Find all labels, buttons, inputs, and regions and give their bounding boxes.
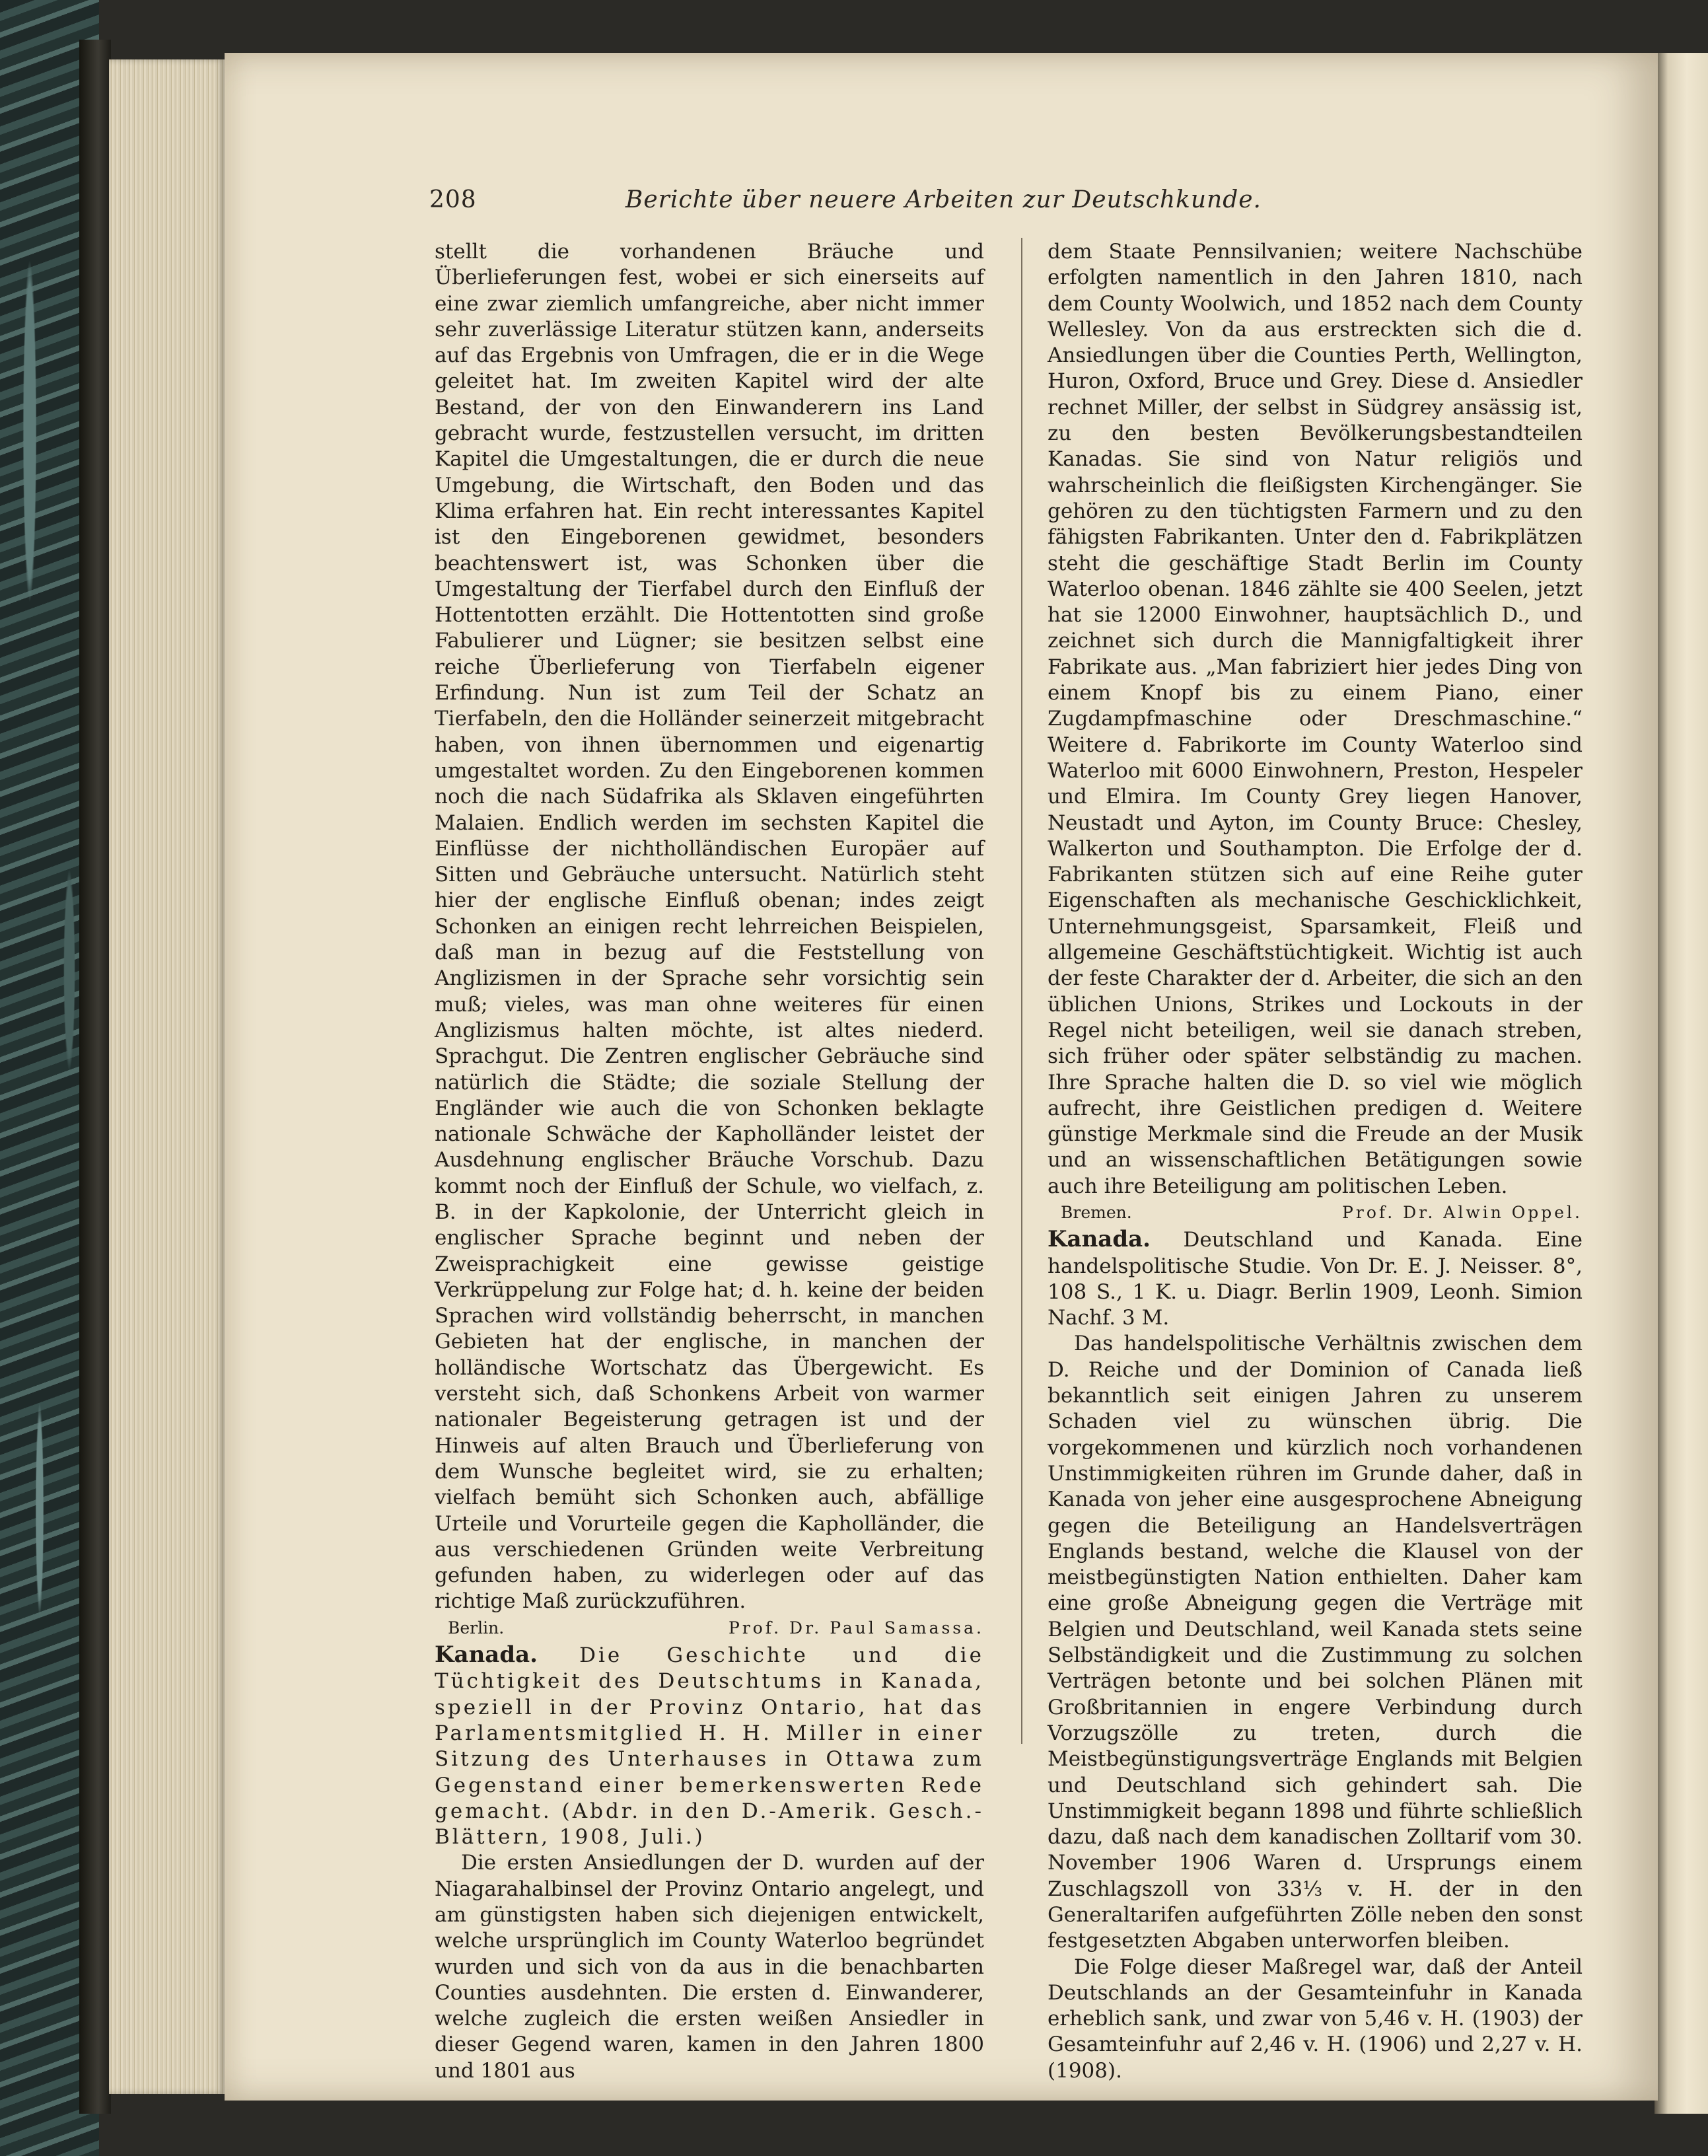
- right-paragraph-1: dem Staate Pennsilvanien; weitere Nachschübe erfolgten namentlich in den Jahren 1810, nach dem County Woolwich, und 1852 nach dem County Wellesley. Von da aus erstreckten sich die d. Ansiedlungen über die Counties Perth, Wellington, Huron, Oxford, Bruce und Grey. Diese d. Ansiedler rechnet Miller, der selbst in Südgrey ansässig ist, zu den besten Bevölkerungsbestandteilen Kanadas. Sie sind von Natur religiös und wahrscheinlich die fleißigsten Kirchengänger. Sie gehören zu den tüchtigsten Farmern und zu den fähigsten Fabrikanten. Unter den d. Fabrikplätzen steht die geschäftige Stadt Berlin im County Waterloo obenan. 1846 zählte sie 400 Seelen, jetzt hat sie 12000 Einwohner, hauptsächlich D., und zeichnet sich durch die Mannigfaltigkeit ihrer Fabrikate aus. „Man fabriziert hier jedes Ding von einem Knopf bis zu einem Piano, einer Zugdampfmaschine oder Dreschmaschine.“ Weitere d. Fabrikorte im County Waterloo sind Waterloo mit 6000 Einwohnern, Preston, Hespeler und Elmira. Im County Grey liegen Hanover, Neustadt und Ayton, im County Bruce: Chesley, Walkerton und Southampton. Die Erfolge der d. Fabrikanten stützen sich auf eine Reihe guter Eigenschaften als mechanische Geschicklichkeit, Unternehmungsgeist, Sparsamkeit, Fleiß und allgemeine Geschäftstüchtigkeit. Wichtig ist auch der feste Charakter der d. Arbeiter, die sich an den üblichen Unions, Strikes und Lockouts in der Regel nicht beteiligen, weil sie danach streben, sich früher oder später selbständig zu machen. Ihre Sprache halten die D. so viel wie möglich aufrecht, ihre Geistlichen predigen d. Weitere günstige Merkmale sind die Freude an der Musik und an wissenschaftlichen Betätigungen sowie auch ihre Beteiligung am politischen Leben.: [1048, 240, 1583, 1198]
- running-title: Berichte über neuere Arbeiten zur Deutschkunde.: [625, 186, 1262, 213]
- signature-place: Bremen.: [1061, 1202, 1132, 1222]
- section-title: Deutschland und Kanada. Eine handelspolitische Studie. Von Dr. E. J. Neisser. 8°, 108 S., 1 K. u. Diagr. Berlin 1909, Leonh. Simion Nachf. 3 M.: [1048, 1228, 1583, 1330]
- facing-page-edge: [1655, 53, 1708, 2114]
- signature-author: Prof. Dr. Paul Samassa.: [728, 1618, 984, 1637]
- page-number: 208: [429, 186, 477, 213]
- right-column: [1048, 239, 1583, 2084]
- column-divider: [1021, 238, 1022, 1744]
- right-section-heading: [1048, 1227, 1583, 1331]
- section-title: Die Geschichte und die Tüchtigkeit des Deutschtums in Kanada, speziell in der Provinz Ontario, hat das Parlamentsmitglied H. H. Miller in einer Sitzung des Unterhauses in Ottawa zum Gegenstand einer bemerkenswerten Rede gemacht. (Abdr. in den D.-Amerik. Gesch.-Blättern, 1908, Juli.): [435, 1643, 984, 1850]
- right-paragraph-2: Das handelspolitische Verhältnis zwischen dem D. Reiche und der Dominion of Canada ließ bekanntlich seit einigen Jahren zu unserem Schaden viel zu wünschen übrig. Die vorgekommenen und kürzlich noch vorhandenen Unstimmigkeiten rühren im Grunde daher, daß in Kanada von jeher eine ausgesprochene Abneigung gegen die Beteiligung an Handelsverträgen Englands bestand, welche die Klausel von der meistbegünstigten Nation enthielten. Daher kam eine große Abneigung gegen die Verträge mit Belgien und Deutschland, weil Kanada stets seine Selbständigkeit und die Zustimmung zu solchen Verträgen betonte und bei solchen Plänen mit Großbritannien in engere Verbindung durch Vorzugszölle zu treten, durch die Meistbegünstigungsverträge Englands mit Belgien und Deutschland sich gehindert sah. Die Unstimmigkeit begann 1898 und führte schließlich dazu, daß nach dem kanadischen Zolltarif vom 30. November 1906 Waren d. Ursprungs einem Zuschlagszoll von 33⅓ v. H. der in den Generaltarifen aufgeführten Zölle neben den sonst festgesetzten Abgaben unterworfen bleiben.: [1048, 1332, 1583, 1953]
- page-header: [429, 186, 1262, 219]
- page-stack-edge: [109, 59, 225, 2094]
- signature-place: Berlin.: [448, 1618, 505, 1637]
- signature-author: Prof. Dr. Alwin Oppel.: [1342, 1202, 1583, 1222]
- left-signature-1: [435, 1615, 984, 1641]
- left-paragraph-1: stellt die vorhandenen Bräuche und Überlieferungen fest, wobei er sich einerseits auf eine zwar ziemlich umfangreiche, aber nicht immer sehr zuverlässige Literatur stützen kann, anderseits auf das Ergebnis von Umfragen, die er in die Wege geleitet hat. Im zweiten Kapitel wird der alte Bestand, der von den Einwanderern ins Land gebracht wurde, festzustellen versucht, im dritten Kapitel die Umgestaltungen, die er durch die neue Umgebung, die Wirtschaft, den Boden und das Klima erfahren hat. Ein recht interessantes Kapitel ist den Eingeborenen gewidmet, besonders beachtenswert ist, was Schonken über die Umgestaltung der Tierfabel durch den Einfluß der Hottentotten erzählt. Die Hottentotten sind große Fabulierer und Lügner; sie besitzen selbst eine reiche Überlieferung von Tierfabeln eigener Erfindung. Nun ist zum Teil der Schatz an Tierfabeln, den die Holländer seinerzeit mitgebracht haben, von ihnen übernommen und eigenartig umgestaltet worden. Zu den Eingeborenen kommen noch die nach Südafrika als Sklaven eingeführten Malaien. Endlich werden im sechsten Kapitel die Einflüsse der nichtholländischen Europäer auf Sitten und Gebräuche untersucht. Natürlich steht hier der englische Einfluß obenan; indes zeigt Schonken an einigen recht lehrreichen Beispielen, daß man in bezug auf die Feststellung von Anglizismen in der Sprache sehr vorsichtig sein muß; vieles, was man ohne weiteres für einen Anglizismus halten möchte, ist altes niederd. Sprachgut. Die Zentren englischer Gebräuche sind natürlich die Städte; die soziale Stellung der Engländer wie auch die von Schonken beklagte nationale Schwäche der Kapholländer leistet der Ausdehnung englischer Bräuche Vorschub. Dazu kommt noch der Einfluß der Schule, wo vielfach, z. B. in der Kapkolonie, der Unterricht gleich in englischer Sprache beginnt und neben der Zweisprachigkeit eine gewisse geistige Verkrüppelung zur Folge hat; d. h. keine der beiden Sprachen wird vollständig beherrscht, in manchen Gebieten hat der englische, in manchen der holländische Wortschatz das Übergewicht. Es versteht sich, daß Schonkens Arbeit von warmer nationaler Begeisterung getragen ist und der Hinweis auf alten Brauch und Überlieferung von dem Wunsche begleitet wird, sie zu erhalten; vielfach bemüht sich Schonken auch, abfällige Urteile und Vorurteile gegen die Kapholländer, die aus verschiedenen Gründen weite Verbreitung gefunden haben, zu widerlegen oder auf das richtige Maß zurückzuführen.: [435, 240, 984, 1614]
- book-cover-edge: [79, 40, 111, 2114]
- left-paragraph-2: Die ersten Ansiedlungen der D. wurden auf der Niagarahalbinsel der Provinz Ontario angelegt, und am günstigsten haben sich diejenigen entwickelt, welche ursprünglich im County Waterloo begründet wurden und sich von da aus in die benachbarten Counties ausdehnten. Die ersten d. Einwanderer, welche zugleich die ersten weißen Ansiedler in dieser Gegend waren, kamen in den Jahren 1800 und 1801 aus: [435, 1851, 984, 2083]
- right-paragraph-3: Die Folge dieser Maßregel war, daß der Anteil Deutschlands an der Gesamteinfuhr in Kanada erheblich sank, und zwar von 5,46 v. H. (1903) der Gesamteinfuhr auf 2,46 v. H. (1906) und 2,27 v. H. (1908).: [1048, 1955, 1583, 2083]
- right-signature-1: [1048, 1200, 1583, 1225]
- section-lead-word: Kanada.: [1048, 1226, 1151, 1253]
- section-lead-word: Kanada.: [435, 1641, 538, 1669]
- left-section-heading: [435, 1642, 984, 1850]
- left-column: [435, 239, 984, 2084]
